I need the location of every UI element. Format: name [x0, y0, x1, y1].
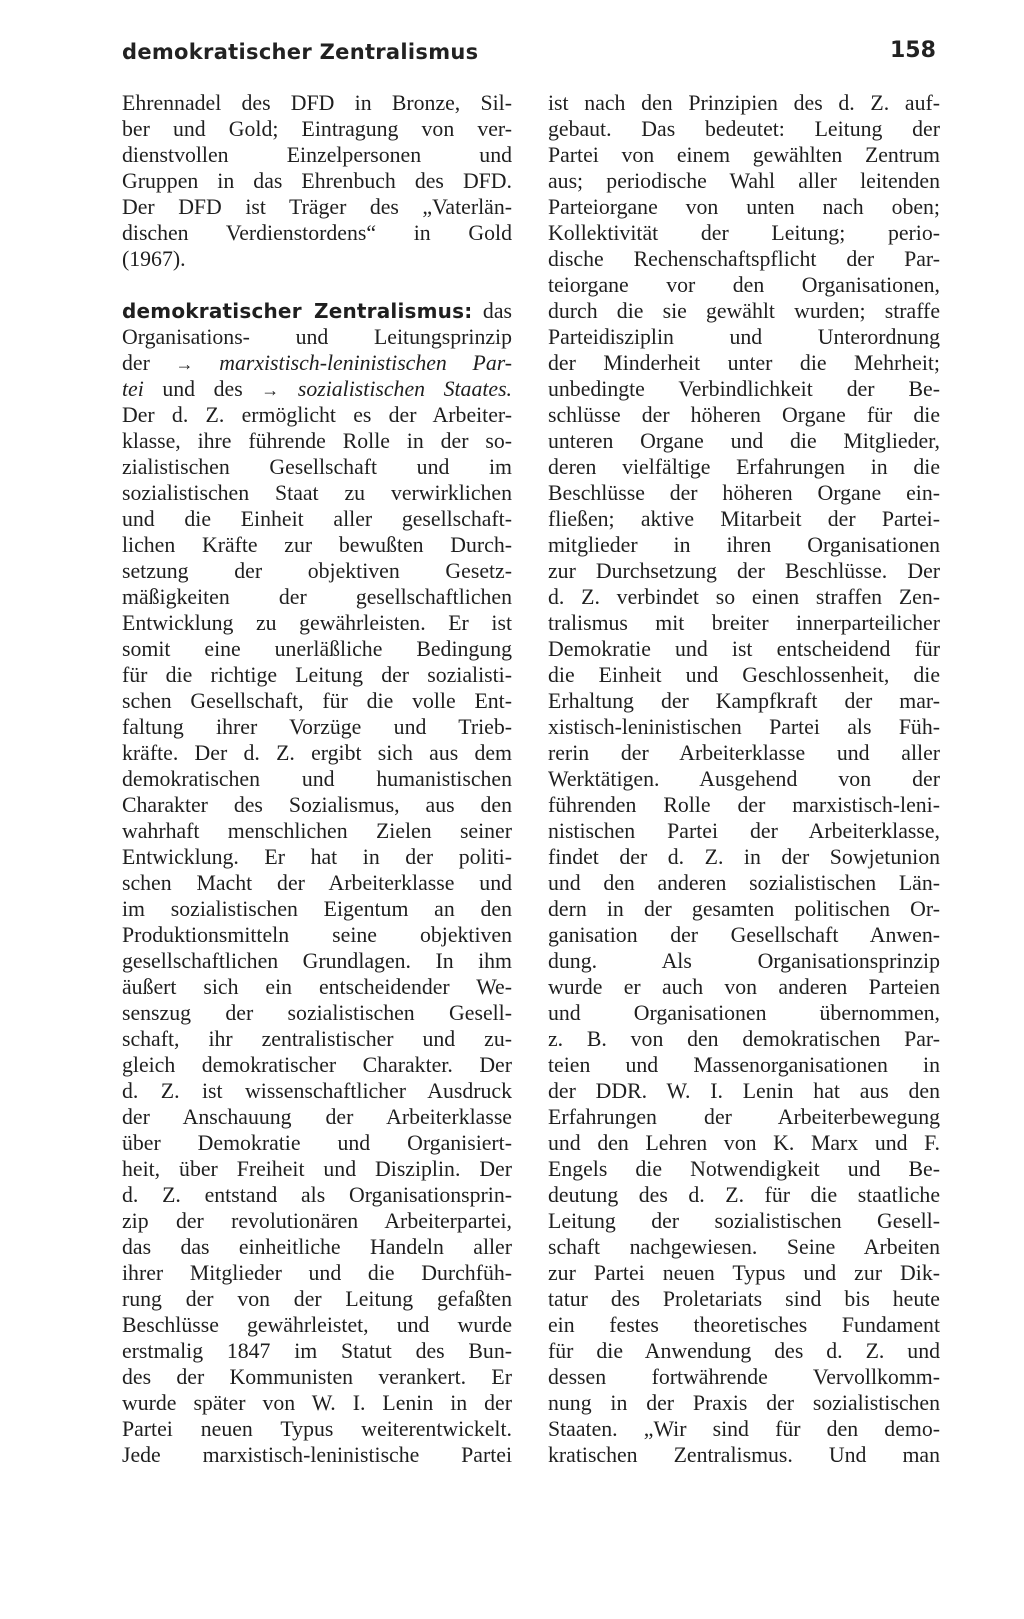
cross-reference-link[interactable]: tei: [122, 377, 144, 401]
text-line: schaft nachgewiesen. Seine Arbeiten: [548, 1235, 940, 1259]
text-line: Erhaltung der Kampfkraft der mar-: [548, 689, 940, 713]
entry-gap: [122, 272, 512, 298]
text-line: deren vielfältige Erfahrungen in die: [548, 455, 940, 479]
text-line: Ehrennadel des DFD in Bronze, Sil-: [122, 91, 512, 115]
text-line: Jede marxistisch-leninistische Partei: [122, 1443, 512, 1467]
right-column: [548, 90, 940, 1468]
text-line: dischen Verdienstordens“ in Gold: [122, 221, 512, 245]
text-line: tralismus mit breiter innerparteilicher: [548, 611, 940, 635]
cross-reference-arrow-icon: →: [175, 354, 194, 374]
text-line: Parteidisziplin und Unterordnung: [548, 325, 940, 349]
text-line: die Einheit und Geschlossenheit, die: [548, 663, 940, 687]
running-head: demokratischer Zentralismus: [122, 40, 479, 64]
text-line: schen Macht der Arbeiterklasse und: [122, 871, 512, 895]
text-line: Engels die Notwendigkeit und Be-: [548, 1157, 940, 1181]
text-line: des der Kommunisten verankert. Er: [122, 1365, 512, 1389]
text-line: wahrhaft menschlichen Zielen seiner: [122, 819, 512, 843]
text-line: dienstvollen Einzelpersonen und: [122, 143, 512, 167]
text-line: d. Z. entstand als Organisationsprin-: [122, 1183, 512, 1207]
text-line: schlüsse der höheren Organe für die: [548, 403, 940, 427]
text-line: schaft, ihr zentralistischer und zu-: [122, 1027, 512, 1051]
text-line: dern in der gesamten politischen Or-: [548, 897, 940, 921]
cross-reference-link[interactable]: sozialistischen Staates.: [297, 377, 512, 401]
text-line: und den Lehren von K. Marx und F.: [548, 1131, 940, 1155]
text-line: Kollektivität der Leitung; perio-: [548, 221, 940, 245]
entry-headword: demokratischer Zentralismus:: [122, 299, 473, 323]
text-line: (1967).: [122, 247, 186, 271]
text-line: und den anderen sozialistischen Län-: [548, 871, 940, 895]
text-line: dung. Als Organisationsprinzip: [548, 949, 940, 973]
text-line: xistisch-leninistischen Partei als Füh-: [548, 715, 940, 739]
text-line: demokratischen und humanistischen: [122, 767, 512, 791]
entry-body-left: [122, 402, 512, 1468]
text-line: Produktionsmitteln seine objektiven: [122, 923, 512, 947]
text-line: Demokratie und ist entscheidend für: [548, 637, 940, 661]
text-line: kratischen Zentralismus. Und man: [548, 1443, 940, 1467]
text-line: teiorgane vor den Organisationen,: [548, 273, 940, 297]
text-line: ganisation der Gesellschaft Anwen-: [548, 923, 940, 947]
text-line: tei und des → sozialistischen Staates.: [122, 377, 512, 401]
text-line: Partei neuen Typus weiterentwickelt.: [122, 1417, 512, 1441]
text-line: wurde er auch von anderen Parteien: [548, 975, 940, 999]
text-line: deutung des d. Z. für die staatliche: [548, 1183, 940, 1207]
text-line: gleich demokratischer Charakter. Der: [122, 1053, 512, 1077]
text-line: aus; periodische Wahl aller leitenden: [548, 169, 940, 193]
text-line: wurde später von W. I. Lenin in der: [122, 1391, 512, 1415]
page-number: 158: [890, 38, 936, 63]
cross-reference-link[interactable]: marxistisch-leninistischen Par-: [219, 351, 513, 375]
text-line: zur Durchsetzung der Beschlüsse. Der: [548, 559, 940, 583]
text-line: dessen fortwährende Vervollkomm-: [548, 1365, 940, 1389]
text-line: lichen Kräfte zur bewußten Durch-: [122, 533, 512, 557]
text-line: d. Z. verbindet so einen straffen Zen-: [548, 585, 940, 609]
text-line: Staaten. „Wir sind für den demo-: [548, 1417, 940, 1441]
text-line: heit, über Freiheit und Disziplin. Der: [122, 1157, 512, 1181]
text-line: äußert sich ein entscheidender We-: [122, 975, 512, 999]
text-line: für die richtige Leitung der sozialisti-: [122, 663, 512, 687]
text-line: Organisations- und Leitungsprinzip: [122, 325, 512, 349]
text-line: gebaut. Das bedeutet: Leitung der: [548, 117, 940, 141]
text-line: rerin der Arbeiterklasse und aller: [548, 741, 940, 765]
text-line: senszug der sozialistischen Gesell-: [122, 1001, 512, 1025]
text-line: Erfahrungen der Arbeiterbewegung: [548, 1105, 940, 1129]
text-line: z. B. von den demokratischen Par-: [548, 1027, 940, 1051]
text-line: Gruppen in das Ehrenbuch des DFD.: [122, 169, 512, 193]
text-line: fließen; aktive Mitarbeit der Partei-: [548, 507, 940, 531]
text-line: der Anschauung der Arbeiterklasse: [122, 1105, 512, 1129]
text-line: für die Anwendung des d. Z. und: [548, 1339, 940, 1363]
text-line: ber und Gold; Eintragung von ver-: [122, 117, 512, 141]
text-line: zip der revolutionären Arbeiterpartei,: [122, 1209, 512, 1233]
text-line: dische Rechenschaftspflicht der Par-: [548, 247, 940, 271]
text-line: Partei von einem gewählten Zentrum: [548, 143, 940, 167]
text-line: im sozialistischen Eigentum an den: [122, 897, 512, 921]
text-line: setzung der objektiven Gesetz-: [122, 559, 512, 583]
text-line: findet der d. Z. in der Sowjetunion: [548, 845, 940, 869]
text-line: der Minderheit unter die Mehrheit;: [548, 351, 940, 375]
text-line: Beschlüsse der höheren Organe ein-: [548, 481, 940, 505]
text-line: erstmalig 1847 im Statut des Bun-: [122, 1339, 512, 1363]
text-line: teien und Massenorganisationen in: [548, 1053, 940, 1077]
text-line: nistischen Partei der Arbeiterklasse,: [548, 819, 940, 843]
left-column: [122, 90, 512, 1468]
text-line: Charakter des Sozialismus, aus den: [122, 793, 512, 817]
text-line: schen Gesellschaft, für die volle Ent-: [122, 689, 512, 713]
text-line: führenden Rolle der marxistisch-leni-: [548, 793, 940, 817]
text-line: ist nach den Prinzipien des d. Z. auf-: [548, 91, 940, 115]
text-line: d. Z. ist wissenschaftlicher Ausdruck: [122, 1079, 512, 1103]
text-line: kräfte. Der d. Z. ergibt sich aus dem: [122, 741, 512, 765]
text-line: Leitung der sozialistischen Gesell-: [548, 1209, 940, 1233]
entry-first-line: [122, 298, 512, 324]
text-line: Werktätigen. Ausgehend von der: [548, 767, 940, 791]
text-line: zur Partei neuen Typus und zur Dik-: [548, 1261, 940, 1285]
text-line: Parteiorgane von unten nach oben;: [548, 195, 940, 219]
text-line: Entwicklung zu gewährleisten. Er ist: [122, 611, 512, 635]
text-line: über Demokratie und Organisiert-: [122, 1131, 512, 1155]
text-line: der → marxistisch-leninistischen Par-: [122, 351, 513, 375]
text-line: und die Einheit aller gesellschaft-: [122, 507, 512, 531]
text-line: faltung ihrer Vorzüge und Trieb-: [122, 715, 512, 739]
text-line: zialistischen Gesellschaft und im: [122, 455, 512, 479]
text-line: rung der von der Leitung gefaßten: [122, 1287, 512, 1311]
cross-reference-arrow-icon: →: [261, 380, 280, 400]
text-line: und Organisationen übernommen,: [548, 1001, 940, 1025]
text-line: unteren Organe und die Mitglieder,: [548, 429, 940, 453]
text-line: sozialistischen Staat zu verwirklichen: [122, 481, 512, 505]
text-line: das das einheitliche Handeln aller: [122, 1235, 512, 1259]
text-line: mitglieder in ihren Organisationen: [548, 533, 940, 557]
text-line: durch die sie gewählt wurden; straffe: [548, 299, 940, 323]
text-line: tatur des Proletariats sind bis heute: [548, 1287, 940, 1311]
text-line: Beschlüsse gewährleistet, und wurde: [122, 1313, 512, 1337]
text-line: Entwicklung. Er hat in der politi-: [122, 845, 512, 869]
text-line: gesellschaftlichen Grundlagen. In ihm: [122, 949, 512, 973]
text-line: Der d. Z. ermöglicht es der Arbeiter-: [122, 403, 512, 427]
entry-first-line-rest: das: [472, 299, 512, 323]
text-line: nung in der Praxis der sozialistischen: [548, 1391, 940, 1415]
entry-body-right: [548, 90, 940, 1468]
text-line: Der DFD ist Träger des „Vaterlän-: [122, 195, 512, 219]
text-line: ihrer Mitglieder und die Durchfüh-: [122, 1261, 512, 1285]
text-line: somit eine unerläßliche Bedingung: [122, 637, 512, 661]
text-line: klasse, ihre führende Rolle in der so-: [122, 429, 512, 453]
text-line: unbedingte Verbindlichkeit der Be-: [548, 377, 940, 401]
text-line: der DDR. W. I. Lenin hat aus den: [548, 1079, 940, 1103]
text-line: mäßigkeiten der gesellschaftlichen: [122, 585, 512, 609]
text-line: ein festes theoretisches Fundament: [548, 1313, 940, 1337]
